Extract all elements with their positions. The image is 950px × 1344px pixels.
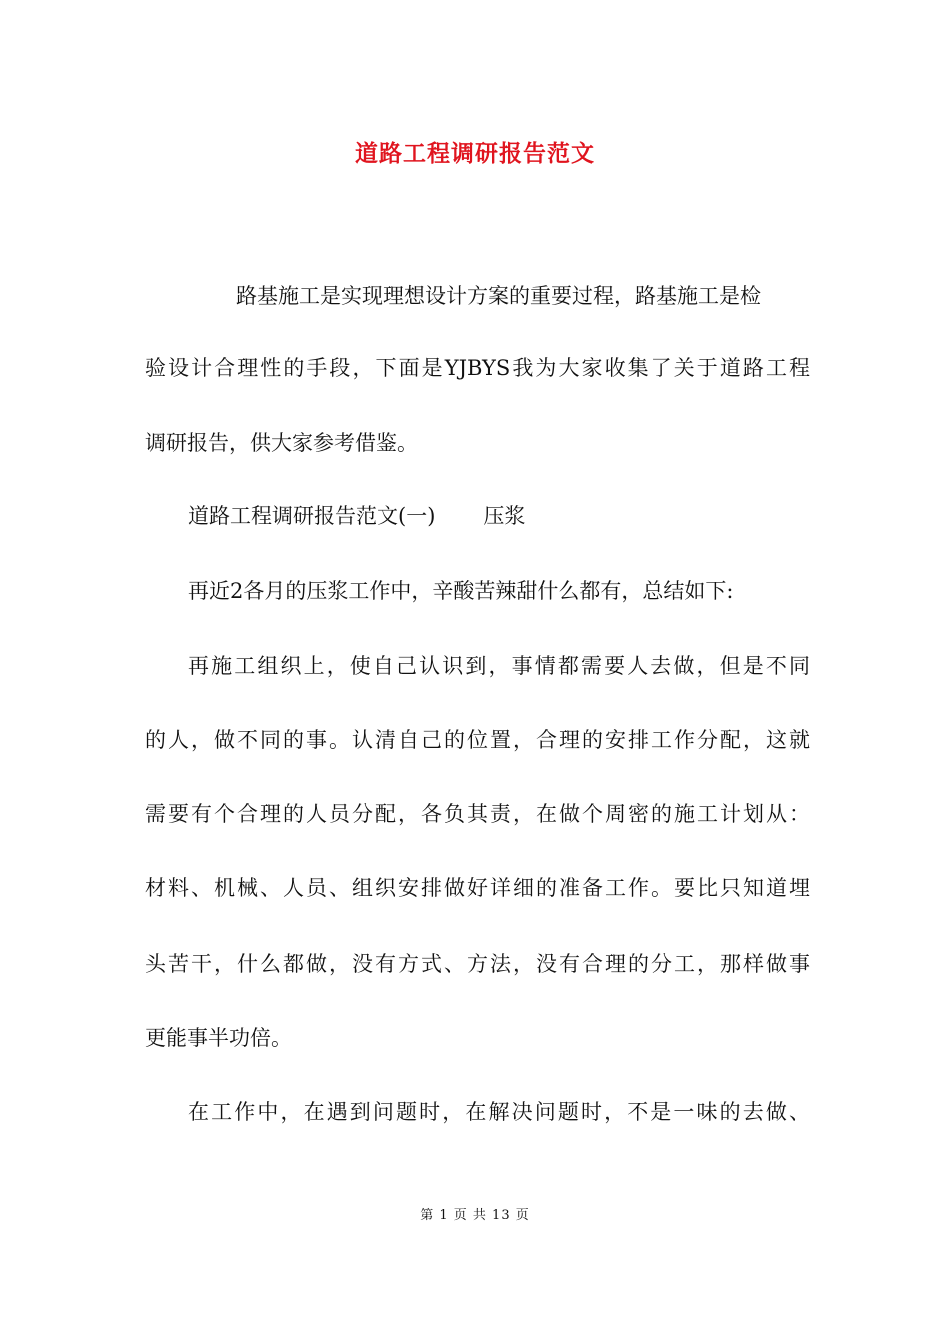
paragraph-line: 更能事半功倍。 bbox=[145, 1026, 292, 1050]
paragraph-line: 再近2各月的压浆工作中，辛酸苦辣甜什么都有，总结如下: bbox=[188, 579, 734, 603]
paragraph-line: 材料、机械、人员、组织安排做好详细的准备工作。要比只知道埋 bbox=[145, 876, 810, 900]
paragraph-line: 头苦干，什么都做，没有方式、方法，没有合理的分工，那样做事 bbox=[145, 952, 810, 976]
section-heading-topic: 压浆 bbox=[483, 504, 526, 528]
paragraph-line: 的人，做不同的事。认清自己的位置，合理的安排工作分配，这就 bbox=[145, 728, 810, 752]
paragraph-line: 调研报告，供大家参考借鉴。 bbox=[145, 431, 418, 455]
section-heading-label: 道路工程调研报告范文(一) bbox=[188, 504, 436, 528]
paragraph-line: 再施工组织上，使自己认识到，事情都需要人去做，但是不同 bbox=[188, 654, 810, 678]
paragraph-line: 需要有个合理的人员分配，各负其责，在做个周密的施工计划从： bbox=[145, 802, 810, 826]
paragraph-line: 验设计合理性的手段，下面是YJBYS我为大家收集了关于道路工程 bbox=[145, 356, 810, 380]
page-number-footer: 第 1 页 共 13 页 bbox=[420, 1208, 530, 1223]
section-heading bbox=[188, 500, 525, 532]
document-title: 道路工程调研报告范文 bbox=[355, 140, 595, 167]
paragraph-line: 路基施工是实现理想设计方案的重要过程，路基施工是检 bbox=[236, 284, 761, 308]
paragraph-line: 在工作中，在遇到问题时，在解决问题时，不是一味的去做、 bbox=[188, 1100, 810, 1124]
